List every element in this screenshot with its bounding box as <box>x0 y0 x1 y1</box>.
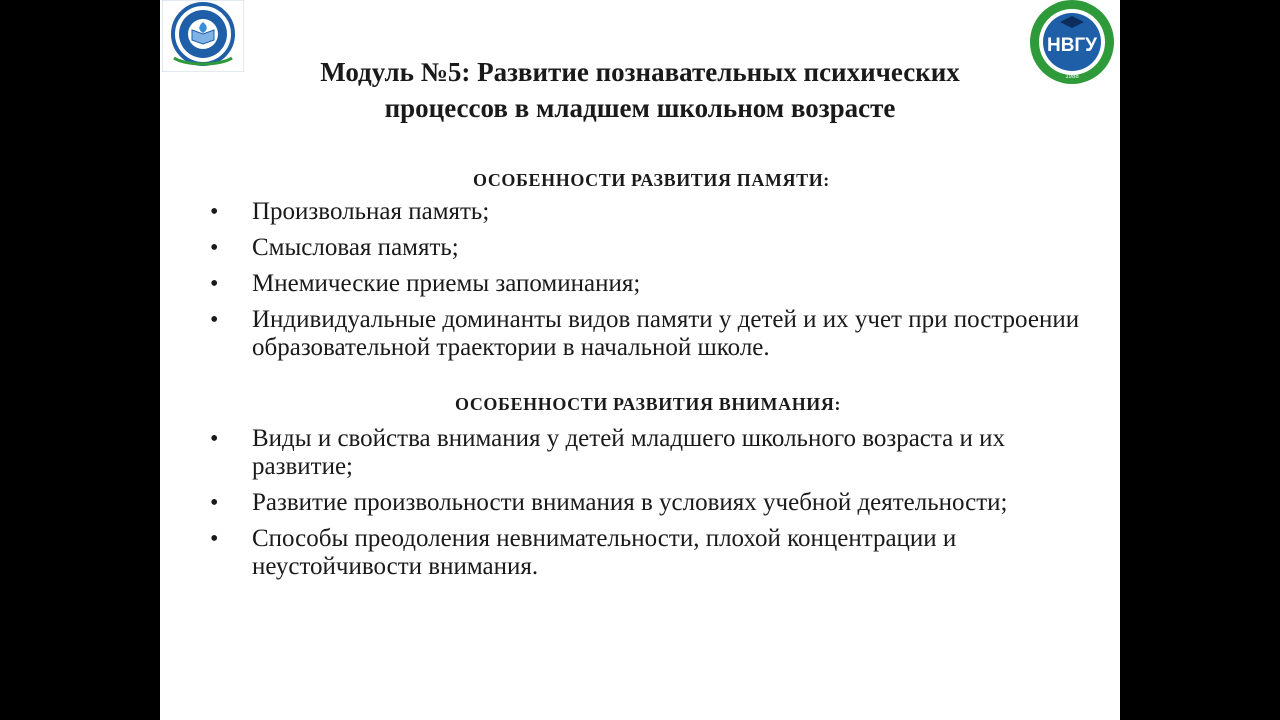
list-item <box>210 306 1090 362</box>
title-line-1: Модуль №5: Развитие познавательных психических <box>320 57 960 87</box>
attention-section-heading: ОСОБЕННОСТИ РАЗВИТИЯ ВНИМАНИЯ: <box>455 394 842 414</box>
memory-list <box>210 198 1090 362</box>
bullet-icon: • <box>210 199 219 225</box>
logo-right-year: 1988 <box>1065 74 1079 80</box>
list-item-text: Способы преодоления невнимательности, плохой концентрации и неустойчивости внимания. <box>252 525 957 580</box>
bullet-icon: • <box>210 490 219 516</box>
list-item-text: Виды и свойства внимания у детей младшего школьного возраста и их развитие; <box>252 425 1005 480</box>
list-item-text: Мнемические приемы запоминания; <box>252 270 641 297</box>
title-line-2: процессов в младшем школьном возрасте <box>384 93 896 123</box>
list-item-text: Индивидуальные доминанты видов памяти у детей и их учет при построении образовательной траектории в начальной школе. <box>252 306 1080 361</box>
list-item <box>210 198 1090 226</box>
list-item-text: Развитие произвольности внимания в условиях учебной деятельности; <box>252 489 1008 516</box>
list-item <box>210 489 1090 517</box>
bullet-icon: • <box>210 271 219 297</box>
list-item-text: Произвольная память; <box>252 198 490 225</box>
bullet-icon: • <box>210 526 219 552</box>
bullet-icon: • <box>210 235 219 261</box>
list-item <box>210 270 1090 298</box>
bullet-icon: • <box>210 307 219 333</box>
slide <box>160 0 1120 720</box>
attention-list <box>210 425 1090 589</box>
list-item <box>210 525 1090 581</box>
list-item-text: Смысловая память; <box>252 234 459 261</box>
bullet-icon: • <box>210 426 219 452</box>
list-item <box>210 425 1090 481</box>
logo-right-text: НВГУ <box>1046 35 1098 56</box>
list-item <box>210 234 1090 262</box>
slide-title <box>220 54 1060 126</box>
memory-section-heading: ОСОБЕННОСТИ РАЗВИТИЯ ПАМЯТИ: <box>473 170 830 190</box>
